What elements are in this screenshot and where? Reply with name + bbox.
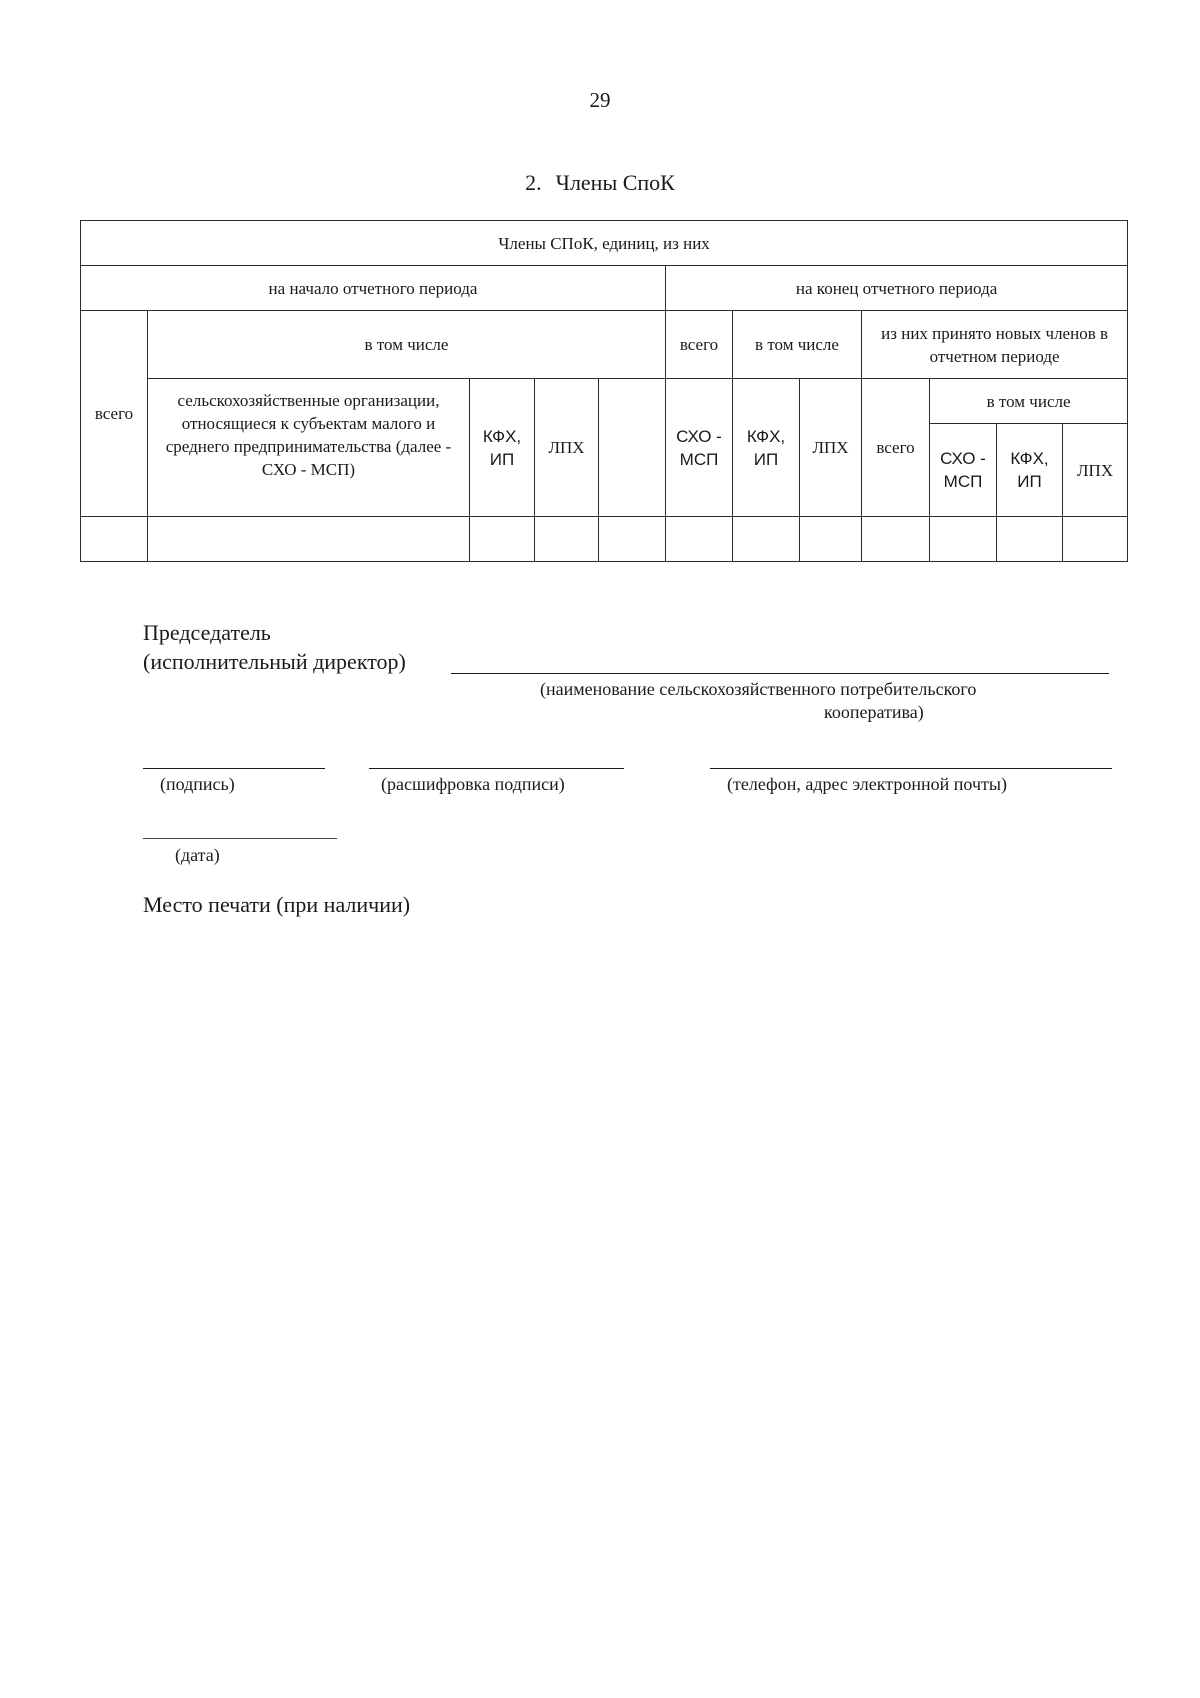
data-cell[interactable] bbox=[81, 517, 148, 562]
signature-line[interactable] bbox=[143, 768, 325, 769]
signature-caption: (подпись) bbox=[160, 774, 235, 794]
header-end-kfh-ip: КФХ, ИП bbox=[733, 379, 800, 517]
header-start-including: в том числе bbox=[148, 311, 666, 379]
contacts-line[interactable] bbox=[710, 768, 1112, 769]
section-title bbox=[0, 170, 1200, 196]
data-cell[interactable] bbox=[997, 517, 1063, 562]
members-table bbox=[80, 220, 1128, 562]
data-cell[interactable] bbox=[862, 517, 930, 562]
header-new-including: в том числе bbox=[930, 379, 1128, 424]
data-cell[interactable] bbox=[599, 517, 666, 562]
executive-director-label: (исполнительный директор) bbox=[143, 649, 406, 674]
contacts-caption: (телефон, адрес электронной почты) bbox=[727, 774, 1007, 794]
data-cell[interactable] bbox=[666, 517, 733, 562]
header-start-lph: ЛПХ bbox=[535, 379, 599, 517]
header-start-smb-orgs: сельскохозяйственные организации, относящиеся к субъектам малого и среднего предпринимательства (далее - СХО - МСП) bbox=[148, 379, 470, 517]
header-new-lph: ЛПХ bbox=[1063, 424, 1128, 517]
header-end-sho-msp: СХО - МСП bbox=[666, 379, 733, 517]
signature-decoding-line[interactable] bbox=[369, 768, 624, 769]
organization-caption-line2: кооператива) bbox=[824, 702, 924, 722]
header-new-members: из них принято новых членов в отчетном периоде bbox=[862, 311, 1128, 379]
organization-name-line[interactable] bbox=[451, 673, 1109, 674]
data-cell[interactable] bbox=[930, 517, 997, 562]
data-cell[interactable] bbox=[148, 517, 470, 562]
table-title: Члены СПоК, единиц, из них bbox=[81, 221, 1128, 266]
data-cell[interactable] bbox=[535, 517, 599, 562]
header-new-total: всего bbox=[862, 379, 930, 517]
stamp-label: Место печати (при наличии) bbox=[143, 892, 411, 917]
header-end-total: всего bbox=[666, 311, 733, 379]
section-number: 2. bbox=[525, 170, 542, 195]
header-new-kfh-ip: КФХ, ИП bbox=[997, 424, 1063, 517]
header-start-period: на начало отчетного периода bbox=[81, 266, 666, 311]
header-end-total-blank bbox=[599, 379, 666, 517]
header-end-lph: ЛПХ bbox=[800, 379, 862, 517]
section-title-text: Члены СпоК bbox=[555, 170, 675, 195]
data-cell[interactable] bbox=[1063, 517, 1128, 562]
date-line[interactable] bbox=[143, 838, 337, 839]
data-cell[interactable] bbox=[733, 517, 800, 562]
header-new-sho-msp: СХО - МСП bbox=[930, 424, 997, 517]
data-cell[interactable] bbox=[800, 517, 862, 562]
table-row bbox=[81, 517, 1128, 562]
header-start-total: всего bbox=[81, 311, 148, 517]
header-end-including: в том числе bbox=[733, 311, 862, 379]
data-cell[interactable] bbox=[470, 517, 535, 562]
chairman-label: Председатель bbox=[143, 620, 271, 645]
organization-caption-line1: (наименование сельскохозяйственного потребительского bbox=[540, 679, 977, 699]
header-end-period: на конец отчетного периода bbox=[666, 266, 1128, 311]
date-caption: (дата) bbox=[175, 845, 220, 865]
header-start-kfh-ip: КФХ, ИП bbox=[470, 379, 535, 517]
signature-decoding-caption: (расшифровка подписи) bbox=[381, 774, 565, 794]
page-number: 29 bbox=[589, 88, 611, 112]
